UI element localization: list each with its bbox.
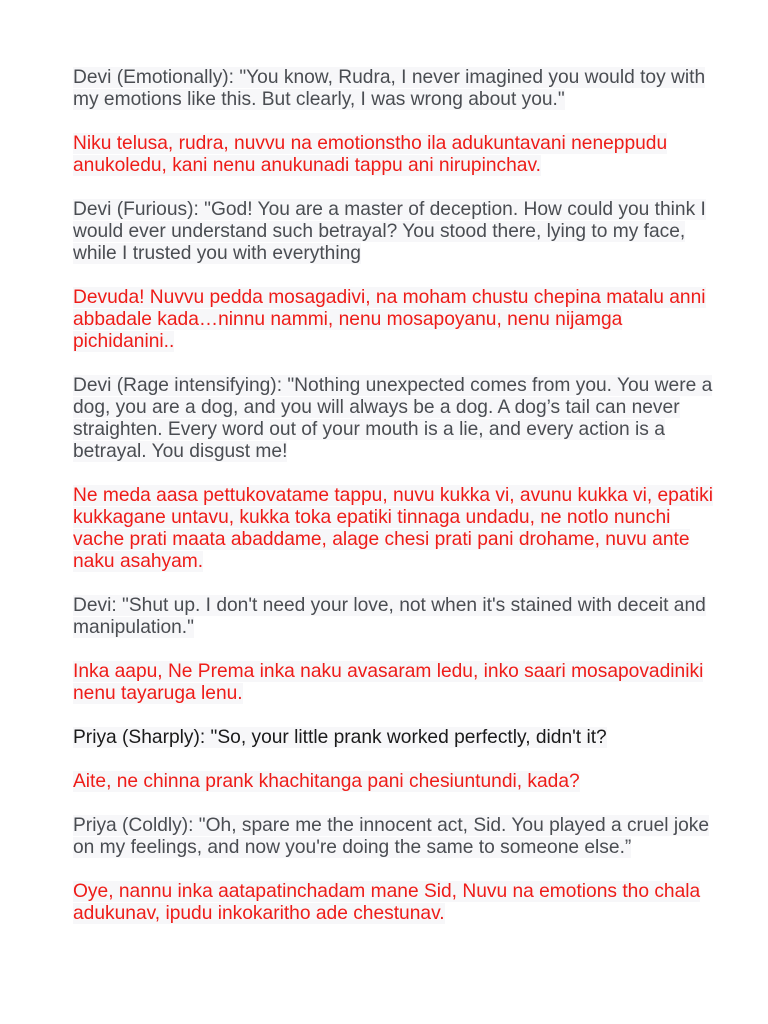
- dialogue-text: Devi: "Shut up. I don't need your love, not when it's stained with deceit and manipulation.": [73, 595, 706, 638]
- dialogue-text: Devi (Furious): "God! You are a master of deception. How could you think I would ever understand such betrayal? You stood there, lying to my face, while I trusted you with everything: [73, 199, 706, 264]
- dialogue-english-2: [73, 199, 713, 265]
- dialogue-translation-4: [73, 661, 713, 705]
- document-page: [73, 67, 713, 947]
- dialogue-text: Devi (Emotionally): "You know, Rudra, I never imagined you would toy with my emotions like this. But clearly, I was wrong about you.": [73, 67, 706, 110]
- dialogue-translation-5: [73, 771, 713, 793]
- dialogue-english-1: [73, 67, 713, 111]
- dialogue-text: Niku telusa, rudra, nuvvu na emotionstho ila adukuntavani neneppudu anukoledu, kani nenu anukunadi tappu ani nirupinchav.: [73, 133, 668, 176]
- dialogue-translation-6: [73, 881, 713, 925]
- dialogue-english-3: [73, 375, 713, 463]
- dialogue-translation-1: [73, 133, 713, 177]
- dialogue-text: Ne meda aasa pettukovatame tappu, nuvu kukka vi, avunu kukka vi, epatiki kukkagane untavu, kukka toka epatiki tinnaga undadu, ne notlo nunchi vache prati maata abaddame, alage chesi prati pani drohame, nuvu ante naku asahyam.: [73, 485, 713, 572]
- dialogue-translation-3: [73, 485, 713, 573]
- dialogue-english-6: [73, 815, 713, 859]
- dialogue-text: Oye, nannu inka aatapatinchadam mane Sid, Nuvu na emotions tho chala adukunav, ipudu inkokaritho ade chestunav.: [73, 881, 701, 924]
- dialogue-text: Inka aapu, Ne Prema inka naku avasaram ledu, inko saari mosapovadiniki nenu tayaruga lenu.: [73, 661, 704, 704]
- dialogue-text: Priya (Coldly): "Oh, spare me the innocent act, Sid. You played a cruel joke on my feelings, and now you're doing the same to someone else.”: [73, 815, 710, 858]
- dialogue-text: Aite, ne chinna prank khachitanga pani chesiuntundi, kada?: [73, 771, 580, 792]
- dialogue-text: Priya (Sharply): "So, your little prank worked perfectly, didn't it?: [73, 727, 607, 748]
- dialogue-english-5: [73, 727, 713, 749]
- dialogue-english-4: [73, 595, 713, 639]
- dialogue-text: Devi (Rage intensifying): "Nothing unexpected comes from you. You were a dog, you are a dog, and you will always be a dog. A dog’s tail can never straighten. Every word out of your mouth is a lie, and every action is a betrayal. You disgust me!: [73, 375, 713, 462]
- dialogue-translation-2: [73, 287, 713, 353]
- dialogue-text: Devuda! Nuvvu pedda mosagadivi, na moham chustu chepina matalu anni abbadale kada…ninnu nammi, nenu mosapoyanu, nenu nijamga pichidanini..: [73, 287, 706, 352]
